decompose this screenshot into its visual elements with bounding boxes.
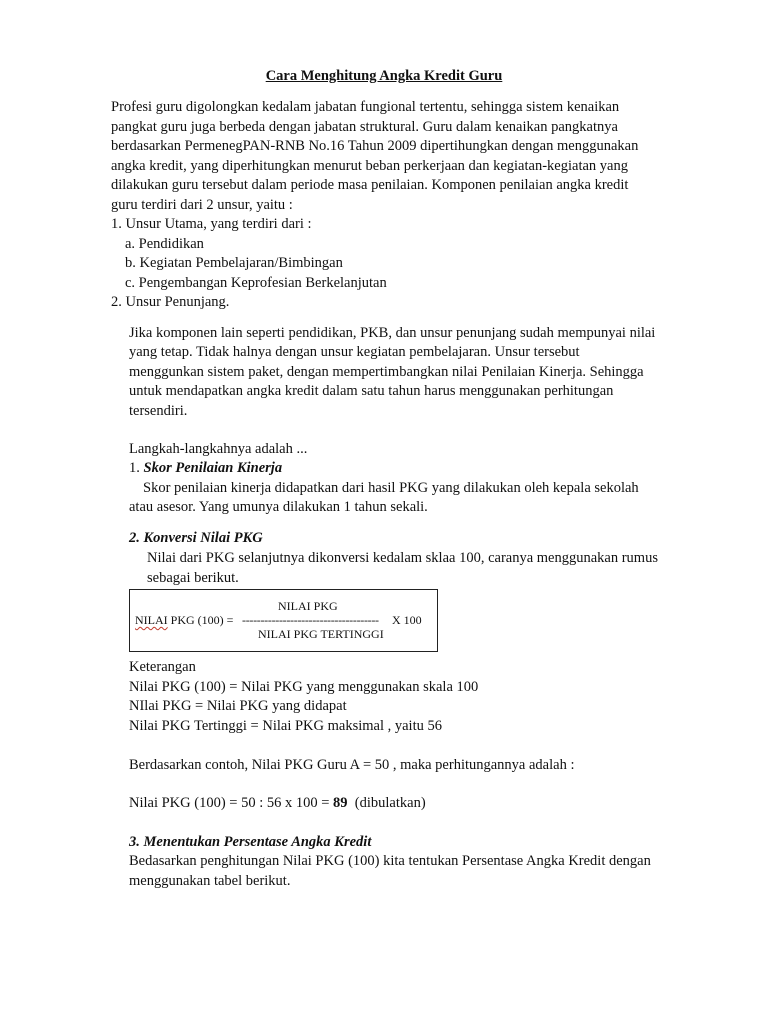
calc-prefix: Nilai PKG (100) = 50 : 56 x 100 =	[129, 795, 334, 811]
formula-multiplier: X 100	[392, 613, 422, 627]
formula-box	[129, 589, 438, 652]
intro-line: Profesi guru digolongkan kedalam jabatan fungional tertentu, sehingga sistem kenaikan	[111, 99, 620, 115]
unsur-utama-item: a. Pendidikan	[125, 236, 204, 252]
keterangan-line: NIlai PKG = Nilai PKG yang didapat	[129, 698, 347, 714]
step2-line: sebagai berikut.	[147, 570, 239, 586]
calc-result: 89	[333, 795, 348, 811]
keterangan-line: Nilai PKG Tertinggi = Nilai PKG maksimal , yaitu 56	[129, 718, 442, 734]
formula-denominator: NILAI PKG TERTINGGI	[258, 627, 384, 641]
step3-line: Bedasarkan penghitungan Nilai PKG (100) kita tentukan Persentase Angka Kredit dengan	[129, 853, 651, 869]
intro-line: pangkat guru juga berbeda dengan jabatan struktural. Guru dalam kenaikan pangkatnya	[111, 119, 618, 135]
paragraph-line: yang tetap. Tidak halnya dengan unsur kegiatan pembelajaran. Unsur tersebut	[129, 344, 580, 360]
paragraph-line: menggunkan sistem paket, dengan mempertimbangkan nilai Penilaian Kinerja. Sehingga	[129, 364, 644, 380]
step2-heading: 2. Konversi Nilai PKG	[129, 530, 263, 546]
step2-line: Nilai dari PKG selanjutnya dikonversi kedalam sklaa 100, caranya menggunakan rumus	[147, 550, 658, 566]
langkah-intro: Langkah-langkahnya adalah ...	[129, 441, 308, 457]
keterangan-line: Keterangan	[129, 659, 196, 675]
step1-line: Skor penilaian kinerja didapatkan dari hasil PKG yang dilakukan oleh kepala sekolah	[143, 480, 639, 496]
paragraph-line: tersendiri.	[129, 403, 188, 419]
document-title: Cara Menghitung Angka Kredit Guru	[265, 68, 503, 84]
paragraph-line: Jika komponen lain seperti pendidikan, PKB, dan unsur penunjang sudah mempunyai nilai	[129, 325, 656, 341]
formula-divider: -------------------------------------	[242, 613, 379, 627]
formula-lhs-rest: PKG (100) =	[167, 613, 234, 627]
step1-heading: Skor Penilaian Kinerja	[143, 460, 283, 476]
formula-numerator: NILAI PKG	[278, 599, 338, 613]
keterangan-line: Nilai PKG (100) = Nilai PKG yang menggunakan skala 100	[129, 679, 479, 695]
calc-suffix: (dibulatkan)	[347, 795, 426, 811]
unsur-utama-item: b. Kegiatan Pembelajaran/Bimbingan	[125, 255, 343, 271]
step1-number: 1.	[129, 460, 144, 476]
formula-lhs	[135, 613, 233, 627]
intro-line: berdasarkan PermenegPAN-RNB No.16 Tahun 2009 dipertihungkan dengan menggunakan	[111, 138, 639, 154]
step1-line: atau asesor. Yang umunya dilakukan 1 tahun sekali.	[129, 499, 428, 515]
formula-lhs-prefix: NILAI	[135, 613, 168, 627]
intro-line: dilakukan guru tersebut dalam periode masa penilaian. Komponen penilaian angka kredit	[111, 177, 629, 193]
step1-title	[129, 459, 282, 479]
unsur-penunjang-heading: 2. Unsur Penunjang.	[111, 294, 230, 310]
contoh-line: Berdasarkan contoh, Nilai PKG Guru A = 50 , maka perhitungannya adalah :	[129, 757, 575, 773]
intro-line: angka kredit, yang diperhitungkan menurut beban perkerjaan dan kegiatan-kegiatan yang	[111, 158, 628, 174]
calculation-line	[129, 794, 426, 814]
step3-line: menggunakan tabel berikut.	[129, 873, 291, 889]
intro-line: guru terdiri dari 2 unsur, yaitu :	[111, 197, 293, 213]
paragraph-line: untuk mendapatkan angka kredit dalam satu tahun harus menggunakan perhitungan	[129, 383, 614, 399]
unsur-utama-heading: 1. Unsur Utama, yang terdiri dari :	[111, 216, 312, 232]
step3-heading: 3. Menentukan Persentase Angka Kredit	[129, 834, 372, 850]
unsur-utama-item: c. Pengembangan Keprofesian Berkelanjutan	[125, 275, 387, 291]
